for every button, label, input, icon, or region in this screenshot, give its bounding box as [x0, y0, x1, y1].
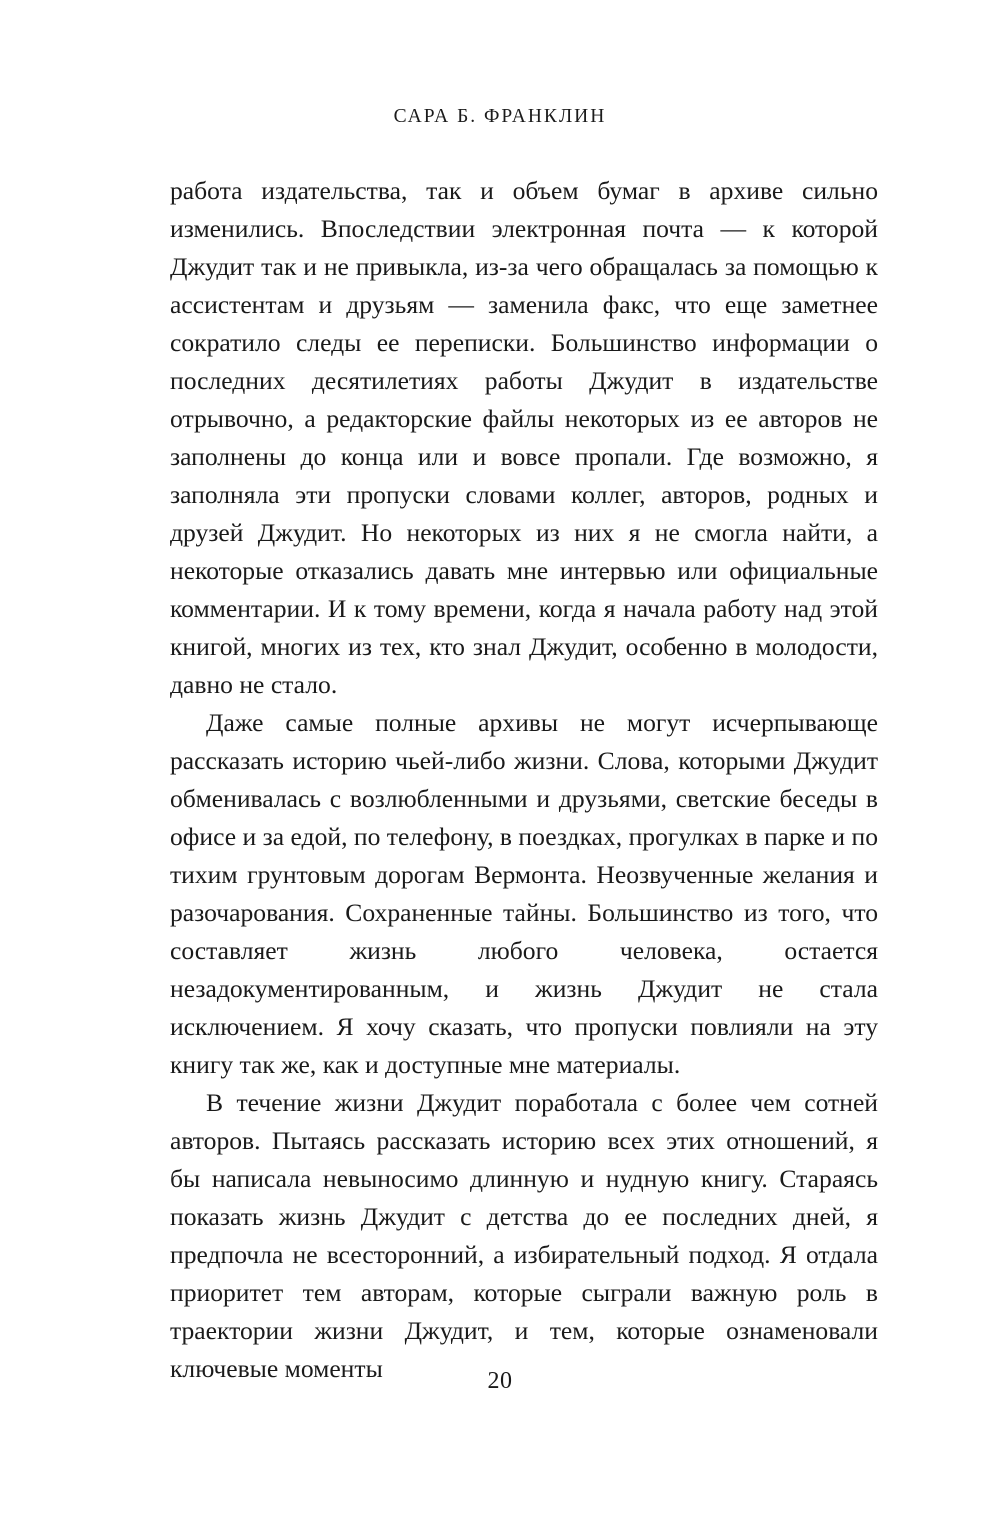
body-paragraph-1: работа издательства, так и объем бумаг в архиве сильно изменились. Впоследствии электронная почта — к которой Джудит так и не привыкла, из-за чего обращалась за помощью к ассистентам и друзьям — заменила факс, что еще заметнее сократило следы ее переписки. Большинство информации о последних десятилетиях работы Джудит в издательстве отрывочно, а редакторские файлы некоторых из ее авторов не заполнены до конца или и вовсе пропали. Где возможно, я заполняла эти пропуски словами коллег, авторов, родных и друзей Джудит. Но некоторых из них я не смогла найти, а некоторые отказались давать мне интервью или официальные комментарии. И к тому времени, когда я начала работу над этой книгой, многих из тех, кто знал Джудит, особенно в молодости, давно не стало.	[170, 176, 878, 699]
page-number: 20	[487, 1368, 513, 1394]
body-paragraph-3: В течение жизни Джудит поработала с более чем сотней авторов. Пытаясь рассказать историю всех этих отношений, я бы написала невыносимо длинную и нудную книгу. Стараясь показать жизнь Джудит с детства до ее последних дней, я предпочла не всесторонний, а избирательный подход. Я отдала приоритет тем авторам, которые сыграли важную роль в траектории жизни Джудит, и тем, которые ознаменовали ключевые моменты	[170, 1088, 878, 1383]
body-text-column	[170, 172, 878, 1388]
body-paragraph-2: Даже самые полные архивы не могут исчерпывающе рассказать историю чьей-либо жизни. Слова, которыми Джудит обменивалась с возлюбленными и друзьями, светские беседы в офисе и за едой, по телефону, в поездках, прогулках в парке и по тихим грунтовым дорогам Вермонта. Неозвученные желания и разочарования. Сохраненные тайны. Большинство из того, что составляет жизнь любого человека, остается незадокументированным, и жизнь Джудит не стала исключением. Я хочу сказать, что пропуски повлияли на эту книгу так же, как и доступные мне материалы.	[170, 708, 878, 1079]
running-head-author: САРА Б. ФРАНКЛИН	[393, 106, 607, 127]
